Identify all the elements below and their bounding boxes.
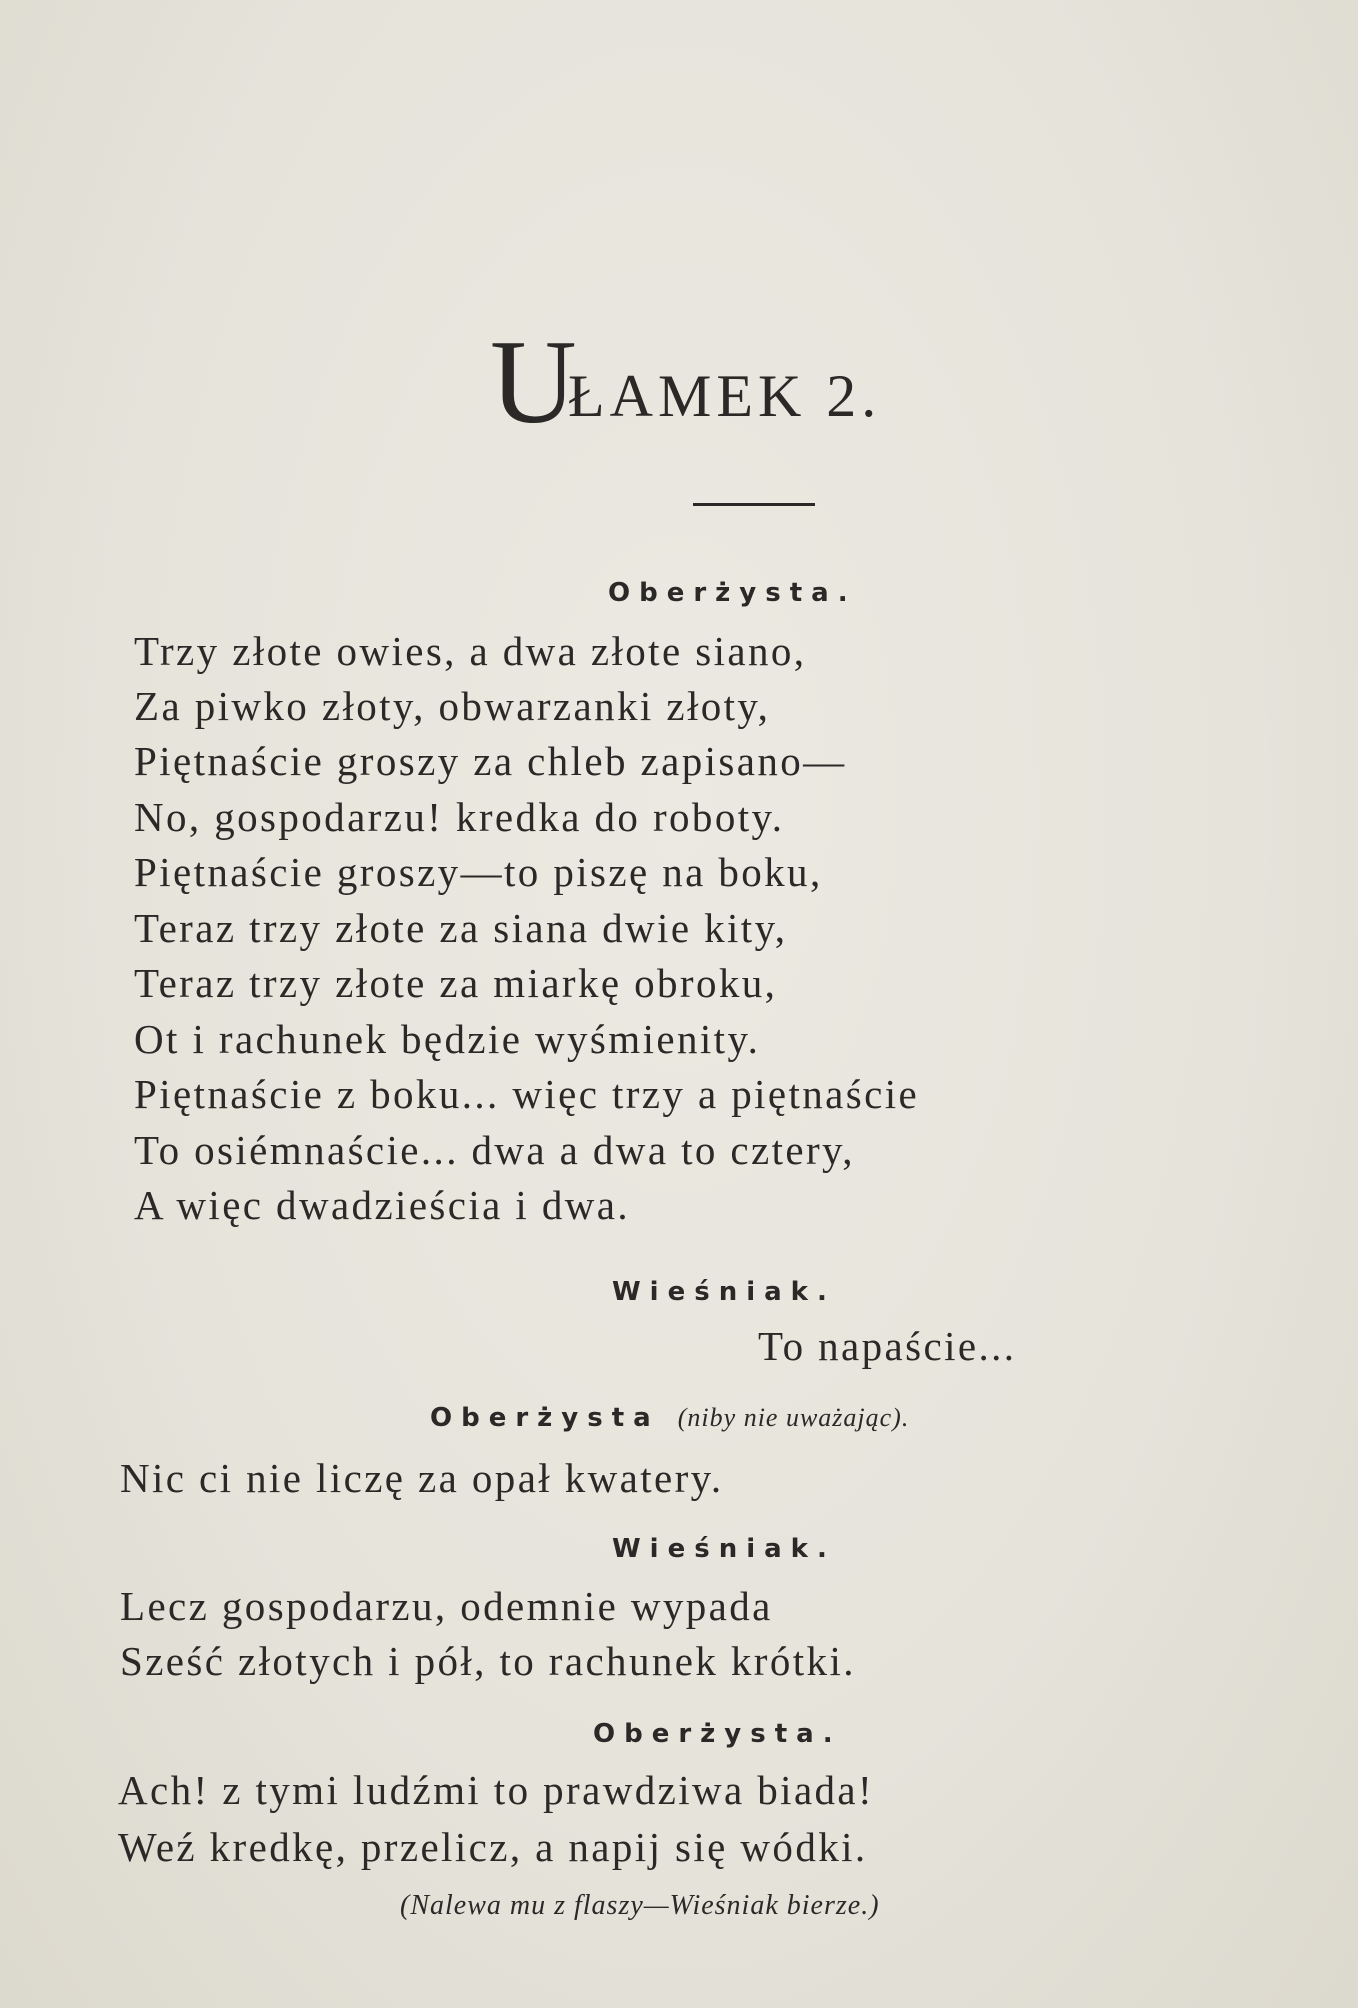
verse-line: Sześć złotych i pół, to rachunek krótki.: [120, 1638, 856, 1684]
verse-line: No, gospodarzu! kredka do roboty.: [134, 794, 785, 840]
speaker-wiesniak-1: Wieśniak.: [612, 1277, 836, 1307]
verse-line: To napaście...: [758, 1323, 1017, 1369]
verse-line: Teraz trzy złote za siana dwie kity,: [134, 905, 788, 951]
title-initial-letter: U: [490, 315, 577, 448]
title-divider: [693, 503, 815, 506]
verse-line: Piętnaście groszy—to piszę na boku,: [134, 849, 823, 895]
stage-direction-inline: (niby nie uważając).: [677, 1403, 910, 1432]
verse-line: Piętnaście groszy za chleb zapisano—: [134, 738, 847, 784]
verse-line: Teraz trzy złote za miarkę obroku,: [134, 960, 778, 1006]
verse-line: Za piwko złoty, obwarzanki złoty,: [134, 683, 771, 729]
verse-line: Nic ci nie liczę za opał kwatery.: [120, 1455, 724, 1501]
verse-line: Ach! z tymi ludźmi to prawdziwa biada!: [118, 1767, 875, 1813]
speaker-oberzysta-2: [430, 1403, 909, 1433]
verse-line: Ot i rachunek będzie wyśmienity.: [134, 1016, 761, 1062]
verse-line: Weź kredkę, przelicz, a napij się wódki.: [118, 1824, 868, 1870]
speaker-oberzysta-3: Oberżysta.: [593, 1719, 842, 1749]
title-text: ŁAMEK 2.: [568, 363, 882, 429]
speaker-wiesniak-2: Wieśniak.: [612, 1534, 836, 1564]
speaker-oberzysta-1: Oberżysta.: [608, 578, 857, 608]
verse-line: Piętnaście z boku... więc trzy a piętnaście: [134, 1071, 920, 1117]
verse-line: Lecz gospodarzu, odemnie wypada: [120, 1583, 773, 1629]
stage-direction: (Nalewa mu z flaszy—Wieśniak bierze.): [400, 1890, 880, 1921]
speaker-name: Oberżysta: [430, 1403, 660, 1433]
verse-line: A więc dwadzieścia i dwa.: [134, 1182, 631, 1228]
chapter-title: [490, 315, 1050, 482]
verse-line: To osiémnaście... dwa a dwa to cztery,: [134, 1127, 855, 1173]
verse-line: Trzy złote owies, a dwa złote siano,: [134, 628, 807, 674]
